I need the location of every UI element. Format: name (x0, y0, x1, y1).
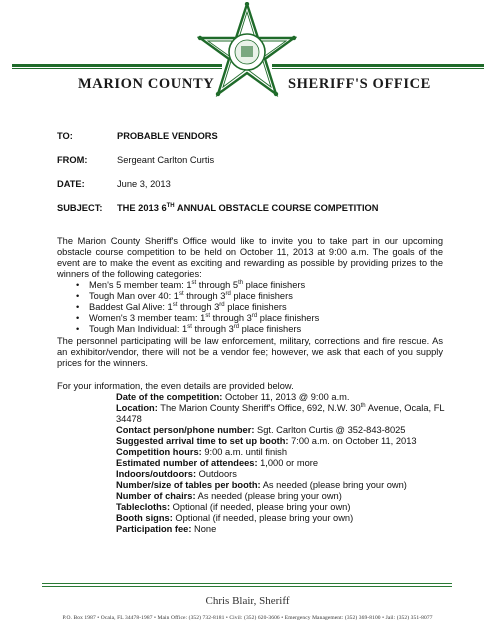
memo-from-label: FROM: (57, 155, 88, 165)
detail-hours: Competition hours: 9:00 a.m. until finish (116, 447, 287, 457)
detail-chairs: Number of chairs: As needed (please bring your own) (116, 491, 342, 501)
detail-indoor: Indoors/outdoors: Outdoors (116, 469, 237, 479)
agency-name-left: MARION COUNTY (78, 76, 215, 92)
detail-contact: Contact person/phone number: Sgt. Carlton Curtis @ 352-843-8025 (116, 425, 406, 435)
detail-attendees: Estimated number of attendees: 1,000 or more (116, 458, 319, 468)
prize-category-list (57, 280, 319, 335)
footer-contact-info: P.O. Box 1987 • Ocala, FL 34478-1987 • Main Office: (352) 732-8181 • Civil: (352) 620-3606 • Emergency Management: (352) 369-8100 • Jail: (352) 351-8077 (62, 615, 433, 621)
bullet-icon: • (76, 323, 80, 334)
memo-date-label: DATE: (57, 179, 85, 189)
footer-rule (42, 583, 452, 584)
bullet-icon: • (76, 312, 80, 323)
detail-fee: Participation fee: None (116, 524, 217, 534)
memo-from-value: Sergeant Carlton Curtis (117, 155, 215, 165)
bullet-icon: • (76, 290, 80, 301)
intro-paragraph: The Marion County Sheriff's Office would like to invite you to take part in our upcoming obstacle course competition to be held on October 11, 2013 at 9:00 a.m. The goals of the event are to make the event as exciting and rewarding as possible by providing prizes to the winners of the following categories: (57, 236, 443, 279)
prize-category-item: • Baddest Gal Alive: 1st through 3rd place finishers (76, 301, 287, 312)
detail-location: Location: The Marion County Sheriff's Office, 692, N.W. 30th Avenue, Ocala, FL 34478 (116, 403, 445, 424)
memo-to-value: PROBABLE VENDORS (117, 131, 218, 141)
bullet-icon: • (76, 301, 80, 312)
detail-arrival: Suggested arrival time to set up booth: 7:00 a.m. on October 11, 2013 (116, 436, 417, 446)
detail-tables: Number/size of tables per booth: As needed (please bring your own) (116, 480, 407, 490)
prize-category-item: • Men's 5 member team: 1st through 5th place finishers (76, 280, 306, 290)
sheriff-star-badge-icon (197, 2, 297, 102)
participation-paragraph: The personnel participating will be law enforcement, military, corrections and fire rescue. As an exhibitor/vendor, there will not be a vendor fee; however, we ask that each of you supply prices for the winners. (57, 336, 443, 368)
prize-category-item: • Tough Man over 40: 1st through 3rd place finishers (76, 290, 293, 301)
prize-category-item: • Women's 3 member team: 1st through 3rd place finishers (76, 312, 320, 323)
memo-to-label: TO: (57, 131, 73, 141)
bullet-icon: • (76, 280, 80, 290)
prize-category-item: • Tough Man Individual: 1st through 3rd place finishers (76, 323, 302, 334)
agency-name-right: SHERIFF'S OFFICE (288, 76, 431, 92)
memo-subject-label: SUBJECT: (57, 203, 103, 213)
header-rule-right (272, 64, 484, 67)
details-intro: For your information, the even details are provided below. (57, 381, 294, 391)
memo-subject-value: THE 2013 6TH ANNUAL OBSTACLE COURSE COMPETITION (117, 203, 379, 213)
detail-date: Date of the competition: October 11, 2013 @ 9:00 a.m. (116, 392, 350, 402)
memo-date-value: June 3, 2013 (117, 179, 171, 189)
event-details-list (116, 392, 456, 535)
sheriff-signature-line: Chris Blair, Sheriff (205, 595, 290, 607)
detail-tablecloths: Tablecloths: Optional (if needed, please bring your own) (116, 502, 351, 512)
header-rule-left (12, 64, 222, 67)
detail-signs: Booth signs: Optional (if needed, please bring your own) (116, 513, 354, 523)
